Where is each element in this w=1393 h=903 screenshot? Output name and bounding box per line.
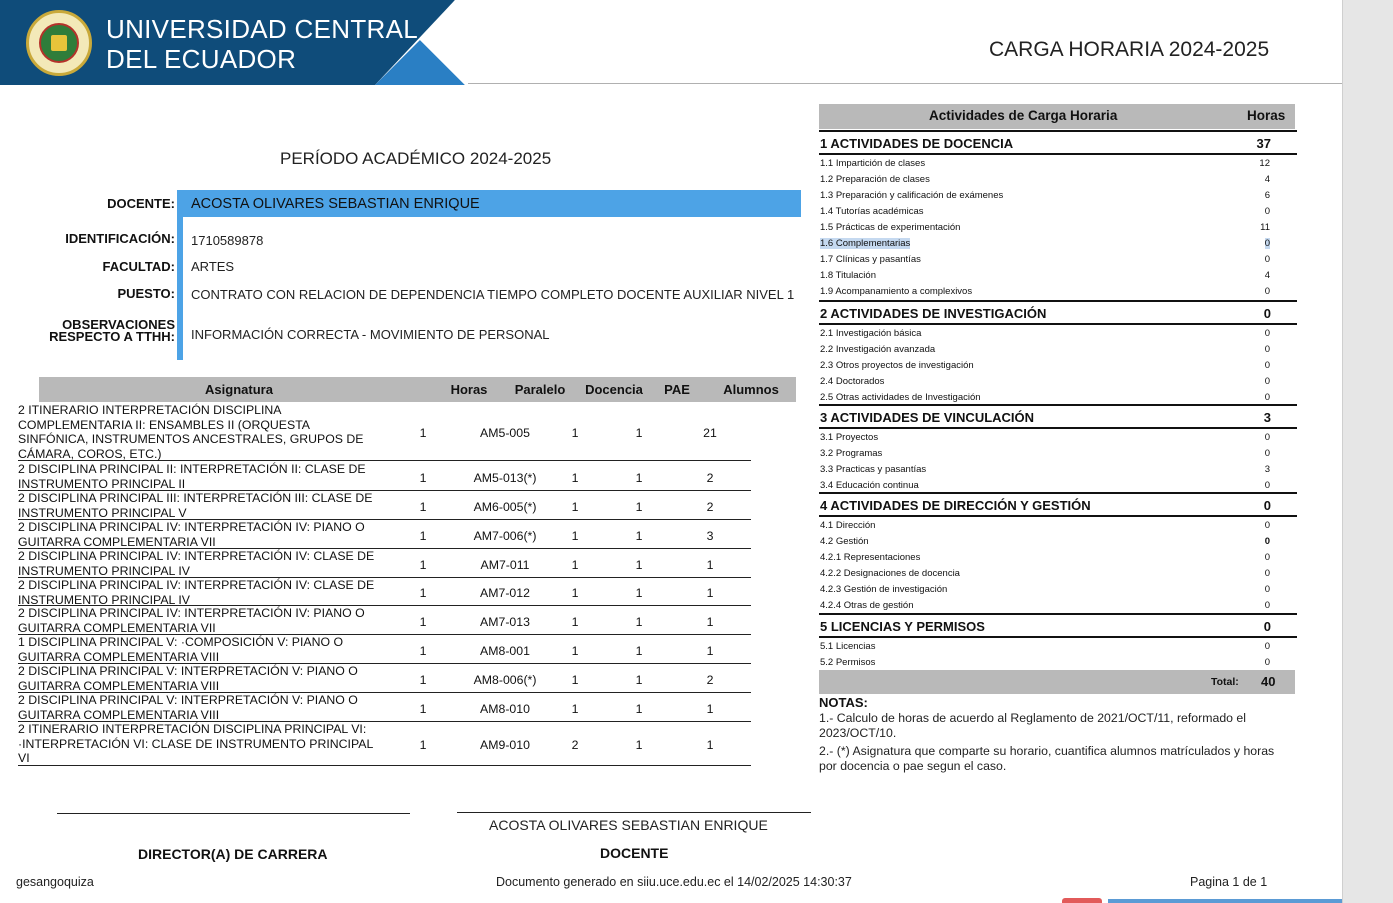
activity-item [820, 328, 1280, 339]
subject-horas: 1 [419, 586, 427, 600]
subject-horas: 1 [419, 426, 427, 440]
director-signature-line [57, 813, 410, 814]
activity-item-label: 4.2.4 Otras de gestión [820, 600, 914, 611]
activity-item [820, 238, 1280, 249]
activity-section [819, 492, 1297, 517]
subject-name: 2 DISCIPLINA PRINCIPAL II: INTERPRETACIÓN II: CLASE DE INSTRUMENTO PRINCIPAL II [18, 462, 366, 491]
activity-item-hours: 0 [1264, 657, 1270, 668]
subject-docencia: 1 [571, 500, 579, 514]
activity-item [820, 552, 1280, 563]
col-asignatura: Asignatura [205, 382, 273, 397]
subject-pae: 1 [635, 471, 643, 485]
subject-docencia: 1 [571, 586, 579, 600]
viewer-right-margin [1342, 0, 1393, 903]
subject-horas: 1 [419, 529, 427, 543]
subject-alumnos: 1 [706, 615, 714, 629]
activity-section [819, 300, 1297, 325]
col-horas: Horas [450, 382, 488, 397]
observaciones-label-line2: RESPECTO A TTHH: [49, 329, 175, 344]
actividades-header-hours: Horas [1247, 108, 1286, 123]
subject-docencia: 1 [571, 615, 579, 629]
activity-item [820, 344, 1280, 355]
subject-alumnos: 2 [706, 673, 714, 687]
activity-item-hours: 0 [1264, 584, 1270, 595]
subject-name: 2 DISCIPLINA PRINCIPAL III: INTERPRETACIÓN III: CLASE DE INSTRUMENTO PRINCIPAL V [18, 491, 373, 520]
subject-horas: 1 [419, 558, 427, 572]
subject-alumnos: 2 [706, 500, 714, 514]
report-title: CARGA HORARIA 2024-2025 [989, 38, 1270, 61]
activity-item-label: 3.2 Programas [820, 448, 883, 459]
total-value: 40 [1261, 674, 1276, 689]
notes-title: NOTAS: [819, 695, 868, 710]
activity-item-hours: 0 [1264, 520, 1270, 531]
activity-section [819, 130, 1297, 155]
viewer-edge-blue [1108, 899, 1342, 903]
activity-item-label: 1.1 Impartición de clases [820, 158, 926, 169]
university-name [106, 14, 418, 74]
activity-item-hours: 3 [1264, 464, 1270, 475]
table-row [18, 722, 751, 766]
total-bar [819, 670, 1295, 694]
activity-item-label: 4.1 Dirección [820, 520, 876, 531]
subject-paralelo: AM7-006(*) [473, 529, 537, 543]
activity-item-label: 1.2 Preparación de clases [820, 174, 930, 185]
activity-item [820, 464, 1280, 475]
activity-item-hours: 0 [1264, 600, 1270, 611]
subject-paralelo: AM5-013(*) [473, 471, 537, 485]
table-row [18, 462, 751, 491]
subject-pae: 1 [635, 702, 643, 716]
footer-page: Pagina 1 de 1 [1190, 875, 1268, 889]
identificacion-value: 1710589878 [191, 233, 264, 248]
col-alumnos: Alumnos [723, 382, 779, 397]
subject-name: 2 DISCIPLINA PRINCIPAL V: INTERPRETACIÓN V: PIANO O GUITARRA COMPLEMENTARIA VIII [18, 693, 358, 722]
table-row [18, 549, 751, 578]
activity-item-hours: 0 [1264, 641, 1270, 652]
activity-item [820, 536, 1280, 547]
activity-item [820, 641, 1280, 652]
subject-docencia: 1 [571, 529, 579, 543]
activity-item-label: 2.5 Otras actividades de Investigación [820, 392, 981, 403]
docente-signature-line [457, 812, 811, 813]
activity-item [820, 174, 1280, 185]
activity-item-hours: 0 [1264, 480, 1270, 491]
subject-pae: 1 [635, 738, 643, 752]
activity-item [820, 270, 1280, 281]
subject-pae: 1 [635, 586, 643, 600]
table-row [18, 693, 751, 722]
observaciones-label-line1: OBSERVACIONES [62, 317, 175, 332]
subject-paralelo: AM5-005 [480, 426, 530, 440]
activity-item-hours: 0 [1264, 536, 1270, 547]
university-name-line2: DEL ECUADOR [106, 44, 297, 74]
activity-item-hours: 0 [1264, 376, 1270, 387]
activity-section [819, 404, 1297, 429]
activity-item [820, 432, 1280, 443]
subject-docencia: 1 [571, 471, 579, 485]
docente-value: ACOSTA OLIVARES SEBASTIAN ENRIQUE [191, 196, 480, 212]
subject-alumnos: 1 [706, 586, 714, 600]
activity-item [820, 520, 1280, 531]
activity-item [820, 376, 1280, 387]
activity-item-hours: 4 [1264, 270, 1270, 281]
activity-item-label: 2.3 Otros proyectos de investigación [820, 360, 974, 371]
activity-item [820, 392, 1280, 403]
subject-name: 2 DISCIPLINA PRINCIPAL V: INTERPRETACIÓN V: PIANO O GUITARRA COMPLEMENTARIA VIII [18, 664, 358, 693]
activity-item [820, 480, 1280, 491]
activity-item-hours: 0 [1264, 432, 1270, 443]
director-role: DIRECTOR(A) DE CARRERA [138, 846, 328, 862]
observaciones-value: INFORMACIÓN CORRECTA - MOVIMIENTO DE PERSONAL [191, 327, 550, 342]
activity-item-label: 4.2.3 Gestión de investigación [820, 584, 948, 595]
activity-item [820, 158, 1280, 169]
activity-section [819, 613, 1297, 638]
subject-alumnos: 1 [706, 702, 714, 716]
viewer-edge-red [1062, 898, 1102, 903]
subject-pae: 1 [635, 615, 643, 629]
activity-item-label: 1.5 Prácticas de experimentación [820, 222, 961, 233]
subject-alumnos: 21 [703, 426, 717, 440]
activity-item [820, 657, 1280, 668]
header-divider [468, 83, 1342, 84]
subject-name: 2 ITINERARIO INTERPRETACIÓN DISCIPLINA PRINCIPAL VI: ·INTERPRETACIÓN VI: CLASE DE INSTRUMENTO PRINCIPAL VI [18, 722, 373, 765]
activity-item [820, 360, 1280, 371]
subject-paralelo: AM9-010 [480, 738, 530, 752]
subject-alumnos: 1 [706, 558, 714, 572]
subject-paralelo: AM6-005(*) [473, 500, 537, 514]
subject-horas: 1 [419, 615, 427, 629]
subject-paralelo: AM7-011 [480, 558, 530, 572]
activity-section-title: 5 LICENCIAS Y PERMISOS [820, 619, 985, 634]
note-2: 2.- (*) Asignatura que comparte su horario, cuantifica alumnos matrículados y horas por docencia o pae segun el caso. [819, 744, 1275, 773]
university-name-line1: UNIVERSIDAD CENTRAL [106, 14, 418, 44]
activity-item-label: 5.1 Licencias [820, 641, 876, 652]
table-row [18, 635, 751, 664]
col-docencia: Docencia [585, 382, 643, 397]
activity-section-hours: 0 [1263, 619, 1271, 634]
subject-docencia: 1 [571, 426, 579, 440]
activity-item-label: 4.2 Gestión [820, 536, 869, 547]
activity-item-label: 1.4 Tutorías académicas [820, 206, 924, 217]
subject-name: 2 DISCIPLINA PRINCIPAL IV: INTERPRETACIÓN IV: CLASE DE INSTRUMENTO PRINCIPAL IV [18, 549, 375, 578]
activity-item [820, 600, 1280, 611]
activity-item-label: 4.2.2 Designaciones de docencia [820, 568, 960, 579]
table-row [18, 403, 751, 461]
activity-section-hours: 3 [1263, 410, 1271, 425]
activity-item-label: 1.7 Clínicas y pasantías [820, 254, 921, 265]
activity-item-hours: 0 [1264, 286, 1270, 297]
subject-name: 2 DISCIPLINA PRINCIPAL IV: INTERPRETACIÓN IV: PIANO O GUITARRA COMPLEMENTARIA VII [18, 520, 365, 549]
activity-item [820, 222, 1280, 233]
col-pae: PAE [664, 382, 690, 397]
subject-alumnos: 2 [706, 471, 714, 485]
activity-item [820, 254, 1280, 265]
activity-item-label: 2.4 Doctorados [820, 376, 885, 387]
subject-name: 1 DISCIPLINA PRINCIPAL V: ·COMPOSICIÓN V: PIANO O GUITARRA COMPLEMENTARIA VIII [18, 635, 344, 664]
subject-horas: 1 [419, 500, 427, 514]
subject-paralelo: AM7-013 [480, 615, 530, 629]
activity-item-label: 1.6 Complementarias [820, 238, 911, 249]
actividades-header [819, 104, 1295, 129]
table-row [18, 664, 751, 693]
activity-item-hours: 0 [1264, 344, 1270, 355]
university-seal-logo [26, 10, 92, 76]
subject-horas: 1 [419, 471, 427, 485]
subject-docencia: 1 [571, 702, 579, 716]
activity-section-hours: 37 [1256, 136, 1271, 151]
activity-item [820, 584, 1280, 595]
identificacion-label: IDENTIFICACIÓN: [65, 231, 175, 246]
academic-period-title: PERÍODO ACADÉMICO 2024-2025 [280, 149, 552, 168]
activity-item-label: 1.9 Acompanamiento a complexivos [820, 286, 973, 297]
activity-item-hours: 0 [1264, 206, 1270, 217]
subject-pae: 1 [635, 529, 643, 543]
subject-horas: 1 [419, 738, 427, 752]
activity-item-label: 1.8 Titulación [820, 270, 876, 281]
table-row [18, 606, 751, 635]
facultad-value: ARTES [191, 259, 235, 274]
col-paralelo: Paralelo [514, 382, 566, 397]
facultad-label: FACULTAD: [102, 259, 175, 274]
subject-docencia: 2 [571, 738, 579, 752]
activity-item-hours: 4 [1264, 174, 1270, 185]
docente-signature-name: ACOSTA OLIVARES SEBASTIAN ENRIQUE [489, 817, 768, 833]
subject-paralelo: AM8-010 [480, 702, 530, 716]
activity-section-hours: 0 [1263, 498, 1271, 513]
subject-name: 2 DISCIPLINA PRINCIPAL IV: INTERPRETACIÓN IV: PIANO O GUITARRA COMPLEMENTARIA VII [18, 606, 365, 635]
activity-item-hours: 0 [1264, 254, 1270, 265]
subject-paralelo: AM7-012 [480, 586, 530, 600]
subject-horas: 1 [419, 673, 427, 687]
actividades-header-title: Actividades de Carga Horaria [929, 108, 1118, 123]
activity-item-hours: 0 [1264, 552, 1270, 563]
subject-name: 2 DISCIPLINA PRINCIPAL IV: INTERPRETACIÓN IV: CLASE DE INSTRUMENTO PRINCIPAL IV [18, 578, 375, 607]
table-row [18, 491, 751, 520]
activity-section-hours: 0 [1263, 306, 1271, 321]
observaciones-label [20, 319, 175, 343]
activity-item-label: 3.1 Proyectos [820, 432, 879, 443]
footer-user: gesangoquiza [16, 875, 94, 889]
activity-item-label: 3.3 Practicas y pasantías [820, 464, 927, 475]
activity-item [820, 286, 1280, 297]
activity-item-hours: 0 [1264, 360, 1270, 371]
activity-item-hours: 0 [1264, 392, 1270, 403]
activity-item-label: 1.3 Preparación y calificación de exámenes [820, 190, 1004, 201]
subject-docencia: 1 [571, 673, 579, 687]
subject-pae: 1 [635, 558, 643, 572]
activity-item-label: 2.1 Investigación básica [820, 328, 922, 339]
activity-item-hours: 6 [1264, 190, 1270, 201]
subject-paralelo: AM8-001 [480, 644, 530, 658]
activity-item-hours: 11 [1260, 222, 1270, 233]
activity-item [820, 190, 1280, 201]
subject-pae: 1 [635, 673, 643, 687]
activity-item-label: 2.2 Investigación avanzada [820, 344, 936, 355]
puesto-label: PUESTO: [117, 286, 175, 301]
activity-item-hours: 0 [1264, 328, 1270, 339]
activity-item-label: 3.4 Educación continua [820, 480, 919, 491]
subject-name: 2 ITINERARIO INTERPRETACIÓN DISCIPLINA COMPLEMENTARIA II: ENSAMBLES II (ORQUESTA SINFÓNICA, INSTRUMENTOS ANCESTRALES, GRUPOS DE CÁMARA, COROS, ETC.) [18, 403, 364, 461]
subject-horas: 1 [419, 702, 427, 716]
activity-item-hours: 0 [1264, 568, 1270, 579]
activity-item [820, 206, 1280, 217]
footer-generated: Documento generado en siiu.uce.edu.ec el 14/02/2025 14:30:37 [496, 875, 852, 889]
subject-pae: 1 [635, 426, 643, 440]
activity-section-title: 2 ACTIVIDADES DE INVESTIGACIÓN [820, 306, 1047, 321]
activity-item [820, 448, 1280, 459]
activity-section-title: 3 ACTIVIDADES DE VINCULACIÓN [820, 410, 1035, 425]
table-row [18, 520, 751, 549]
subject-pae: 1 [635, 644, 643, 658]
subject-alumnos: 3 [706, 529, 714, 543]
subject-horas: 1 [419, 644, 427, 658]
docente-label: DOCENTE: [107, 196, 175, 211]
activity-item [820, 568, 1280, 579]
subject-alumnos: 1 [706, 738, 714, 752]
docente-role: DOCENTE [600, 845, 669, 861]
activity-item-hours: 0 [1264, 448, 1270, 459]
activity-item-hours: 12 [1259, 158, 1270, 169]
subject-alumnos: 1 [706, 644, 714, 658]
activity-item-label: 5.2 Permisos [820, 657, 876, 668]
asignaturas-table-header [39, 377, 796, 402]
puesto-value: CONTRATO CON RELACION DE DEPENDENCIA TIEMPO COMPLETO DOCENTE AUXILIAR NIVEL 1 [191, 287, 795, 302]
subject-paralelo: AM8-006(*) [473, 673, 537, 687]
activity-section-title: 4 ACTIVIDADES DE DIRECCIÓN Y GESTIÓN [820, 498, 1091, 513]
activity-item-hours: 0 [1264, 238, 1270, 249]
subject-docencia: 1 [571, 558, 579, 572]
table-row [18, 578, 751, 606]
note-1: 1.- Calculo de horas de acuerdo al Reglamento de 2021/OCT/11, reformado el 2023/OCT/10. [819, 711, 1246, 740]
total-label: Total: [1211, 676, 1239, 688]
activity-item-label: 4.2.1 Representaciones [820, 552, 921, 563]
activity-section-title: 1 ACTIVIDADES DE DOCENCIA [820, 136, 1014, 151]
subject-pae: 1 [635, 500, 643, 514]
subject-docencia: 1 [571, 644, 579, 658]
